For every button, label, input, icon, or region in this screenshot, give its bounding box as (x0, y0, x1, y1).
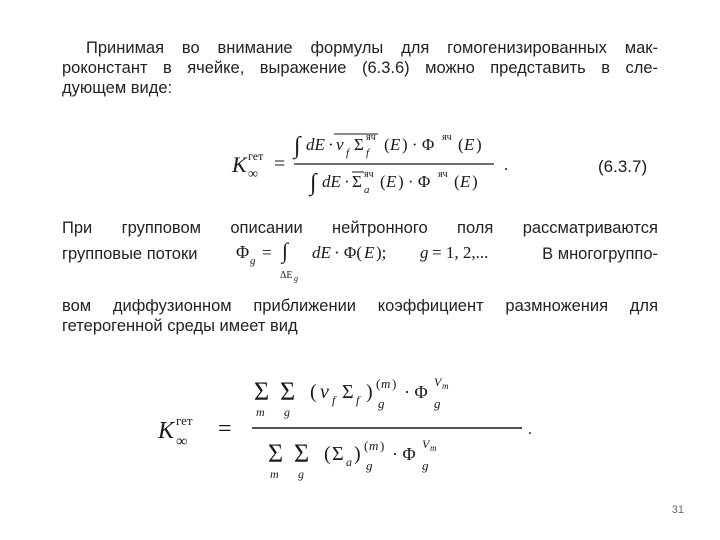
svg-text:g: g (378, 396, 385, 411)
svg-text:): ) (354, 443, 361, 465)
svg-text:· Φ: · Φ (404, 382, 428, 402)
paragraph-groups-line-2-end: В многогруппо- (542, 245, 658, 263)
svg-text:g: g (298, 467, 304, 481)
svg-text:m: m (270, 467, 279, 481)
paragraph-intro-line-2: роконстант в ячейке, выражение (6.3.6) можно представить в сле- (62, 59, 658, 77)
svg-text:· Φ(: · Φ( (334, 243, 362, 262)
paragraph-multigroup (62, 296, 658, 336)
svg-text:E: E (386, 172, 397, 191)
equation-1-lhs-sub: ∞ (248, 167, 258, 182)
svg-text:f: f (356, 393, 360, 407)
paragraph-groups-line-1: При групповом описании нейтронного поля рассматриваются (62, 219, 658, 237)
svg-text:Σ: Σ (352, 172, 362, 191)
svg-text:g: g (284, 405, 290, 419)
svg-text:Σ: Σ (332, 443, 344, 465)
svg-text:∫: ∫ (282, 238, 289, 263)
svg-text:.: . (504, 155, 509, 174)
svg-text:ΔE: ΔE (280, 270, 293, 281)
svg-text:g: g (250, 255, 256, 267)
svg-text:V: V (422, 437, 430, 451)
svg-text:(: ( (364, 438, 369, 453)
svg-text:f: f (332, 393, 336, 407)
svg-text:Σ: Σ (294, 439, 310, 468)
svg-text:): ) (366, 381, 373, 403)
svg-text:яч: яч (442, 132, 452, 143)
equation-1-lhs-sup: гет (248, 149, 264, 163)
equation-multigroup-graphic (158, 370, 558, 482)
svg-text:V: V (434, 375, 442, 389)
paragraph-groups-line-2 (62, 238, 658, 288)
paragraph-intro-line-3: дующем виде: (62, 79, 173, 97)
equation-6-3-7-graphic (232, 126, 532, 198)
svg-text:): ) (476, 135, 482, 154)
svg-text:.: . (528, 421, 532, 438)
svg-text:dE: dE (312, 243, 331, 262)
equation-2-lhs-sub: ∞ (176, 433, 188, 450)
svg-text:E: E (460, 172, 471, 191)
svg-text:E: E (364, 243, 375, 262)
svg-text:g: g (294, 274, 298, 283)
svg-text:яч: яч (438, 169, 448, 180)
svg-text:(: ( (380, 172, 386, 191)
svg-text:·: · (344, 172, 350, 191)
svg-text:m: m (256, 405, 265, 419)
svg-text:m: m (381, 376, 391, 391)
svg-text:(: ( (458, 135, 464, 154)
svg-text:= 1, 2,...: = 1, 2,... (432, 243, 489, 262)
svg-text:яч: яч (364, 169, 374, 180)
group-flux-formula (234, 238, 489, 283)
svg-text:∫: ∫ (310, 170, 317, 196)
svg-text:): ) (380, 438, 385, 453)
svg-text:ν: ν (336, 135, 344, 154)
equation-6-3-7 (232, 126, 532, 198)
svg-text:∫: ∫ (294, 133, 301, 159)
svg-text:·: · (328, 135, 334, 154)
svg-text:Σ: Σ (342, 381, 354, 403)
equation-2-lhs-sup: гет (176, 413, 193, 428)
svg-text:m: m (430, 443, 437, 453)
svg-text:(: ( (310, 381, 317, 403)
svg-text:· Φ: · Φ (392, 444, 416, 464)
svg-text:): ) (472, 172, 478, 191)
svg-text:m: m (442, 381, 449, 391)
svg-text:a: a (346, 455, 352, 469)
equation-1-lhs: K (232, 152, 247, 177)
svg-text:g: g (366, 458, 373, 473)
svg-text:f: f (366, 147, 370, 159)
svg-text:Σ: Σ (254, 377, 270, 406)
equation-number: (6.3.7) (598, 157, 648, 176)
paragraph-groups (62, 218, 658, 238)
equation-multigroup (158, 370, 558, 482)
svg-text:g: g (422, 458, 429, 473)
equation-2-lhs: K (158, 418, 175, 444)
paragraph-groups-line-2-start: групповые потоки (62, 245, 198, 263)
svg-text:=: = (262, 243, 272, 262)
page-number: 31 (671, 504, 684, 516)
paragraph-multigroup-line-2: гетерогенной среды имеет вид (62, 317, 298, 335)
svg-text:Φ: Φ (236, 242, 250, 262)
svg-text:g: g (434, 396, 441, 411)
svg-text:ν: ν (320, 381, 329, 403)
svg-text:dE: dE (306, 135, 325, 154)
svg-text:Σ: Σ (354, 135, 364, 154)
svg-text:(: ( (376, 376, 381, 391)
svg-text:Σ: Σ (280, 377, 296, 406)
svg-text:яч: яч (366, 132, 376, 143)
svg-text:): ) (392, 376, 397, 391)
svg-text:E: E (464, 135, 475, 154)
paragraph-intro (62, 38, 658, 98)
svg-text:dE: dE (322, 172, 341, 191)
svg-text:) · Φ: ) · Φ (398, 172, 431, 191)
svg-text:);: ); (376, 243, 387, 262)
svg-text:=: = (218, 416, 232, 442)
svg-text:m: m (369, 438, 379, 453)
svg-text:(: ( (454, 172, 460, 191)
paragraph-multigroup-line-1: вом диффузионном приближении коэффициент размножения для (62, 297, 658, 315)
svg-text:E: E (390, 135, 401, 154)
paragraph-intro-line-1: Принимая во внимание формулы для гомогенизированных мак- (86, 39, 658, 57)
svg-text:) · Φ: ) · Φ (402, 135, 435, 154)
svg-text:g: g (420, 243, 429, 262)
svg-text:Σ: Σ (268, 439, 284, 468)
svg-text:f: f (346, 147, 350, 159)
svg-text:(: ( (324, 443, 331, 465)
svg-text:a: a (364, 184, 370, 196)
svg-text:=: = (274, 153, 286, 175)
svg-text:(: ( (384, 135, 390, 154)
